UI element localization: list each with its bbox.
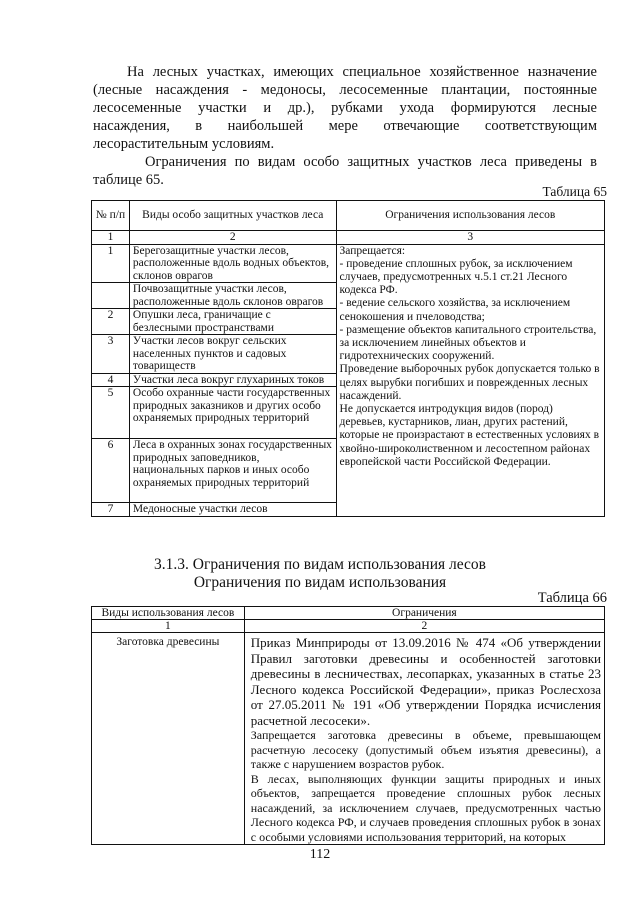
table-65 [91, 200, 605, 517]
t65-restriction: - размещение объектов капитального строительства, за исключением линейных объектов и гидротехнических сооружений. [339, 323, 597, 363]
t65-colnum: 1 [92, 231, 130, 245]
t65-row-num: 6 [92, 439, 130, 503]
t65-row-type: Леса в охранных зонах государственных природных заповедников, национальных парков и иных особо охраняемых природных территорий [129, 439, 336, 503]
t65-restriction: Не допускается интродукция видов (пород) деревьев, кустарников, лиан, других растений, которые не произрастают в естественных условиях в хвойно-широколиственном и лесостепном районах европейской части Российской Федерации. [339, 402, 600, 468]
t65-row-num: 4 [92, 373, 130, 387]
t66-colnum: 2 [244, 620, 604, 633]
t65-header-num: № п/п [92, 201, 130, 231]
t65-row-type: Берегозащитные участки лесов, расположенные вдоль водных объектов, склонов оврагов [129, 244, 336, 283]
t66-row-usage: Заготовка древесины [92, 633, 245, 845]
t65-header-type: Виды особо защитных участков леса [129, 201, 336, 231]
t65-restriction: Проведение выборочных рубок допускается только в целях вырубки погибших и поврежденных лесных насаждений. [339, 363, 600, 402]
intro-line-3: лесосеменные участки и др.), рубками ухода формируются лесные [93, 100, 597, 116]
t66-colnum: 1 [92, 620, 245, 633]
intro-line-6: Ограничения по видам особо защитных участков леса приведены в [145, 154, 597, 170]
t65-row-type: Участки леса вокруг глухариных токов [129, 373, 336, 387]
t65-row-num [92, 283, 130, 309]
t65-row-num: 7 [92, 503, 130, 517]
table-66 [91, 606, 605, 845]
t65-row-num: 3 [92, 335, 130, 374]
t65-row-type: Особо охранные части государственных природных заказников и других особо охраняемых природных территорий [129, 387, 336, 439]
intro-line-4: насаждения, в наибольшей мере отвечающие соответствующим [93, 118, 597, 134]
t65-colnum: 2 [129, 231, 336, 245]
t65-row-type: Почвозащитные участки лесов, расположенные вдоль склонов оврагов [129, 283, 336, 309]
intro-line-2: (лесные насаждения - медоносы, лесосеменные плантации, постоянные [93, 82, 597, 98]
t66-paragraph: Запрещается заготовка древесины в объеме, превышающем расчетную лесосеку (допустимый объем изъятия древесины), а также с нарушением возрастов рубок. [250, 728, 601, 771]
t65-header-restrictions: Ограничения использования лесов [336, 201, 604, 231]
t66-header-restrictions: Ограничения [244, 607, 604, 620]
t65-restriction: - ведение сельского хозяйства, за исключением сенокошения и пчеловодства; [339, 297, 571, 323]
t65-restriction: - проведение сплошных рубок, за исключением случаев, предусмотренных ч.5.1 ст.21 Лесного кодекса РФ. [339, 257, 573, 297]
table66-label: Таблица 66 [537, 590, 607, 606]
table65-label: Таблица 65 [542, 184, 607, 199]
t65-row-num: 1 [92, 244, 130, 283]
t66-paragraph: В лесах, выполняющих функции защиты природных и иных объектов, запрещается проведение сплошных рубок лесных насаждений, за исключением случаев, предусмотренных частью Лесного кодекса РФ, и случаев проведения сплошных рубок в зонах с особыми условиями использования территорий, на которых [250, 771, 601, 844]
section-heading: 3.1.3. Ограничения по видам использования лесов [154, 556, 486, 573]
t65-row-num: 2 [92, 309, 130, 335]
t66-paragraph: Приказ Минприроды от 13.09.2016 № 474 «Об утверждении Правил заготовки древесины и особенностей заготовки древесины в лесничествах, лесопарках, указанных в статье 23 Лесного кодекса Российской Федерации», приказ Рослесхоза от 27.05.2011 № 191 «Об утверждении Порядка исчисления расчетной лесосеки». [250, 635, 601, 728]
t66-row-restrictions [244, 633, 604, 845]
t65-row-type: Опушки леса, граничащие с безлесными пространствами [129, 309, 336, 335]
page-number: 112 [309, 847, 331, 862]
t65-restriction: Запрещается: [339, 244, 406, 257]
t65-row-type: Медоносные участки лесов [129, 503, 336, 517]
t65-row-num: 5 [92, 387, 130, 439]
t65-colnum: 3 [336, 231, 604, 245]
intro-line-7: таблице 65. [93, 172, 164, 188]
t65-restrictions-cell [336, 244, 604, 516]
section-subheading: Ограничения по видам использования [193, 574, 447, 591]
t66-header-usage: Виды использования лесов [92, 607, 245, 620]
t65-row-type: Участки лесов вокруг сельских населенных пунктов и садовых товариществ [129, 335, 336, 374]
intro-line-1: На лесных участках, имеющих специальное хозяйственное назначение [127, 64, 597, 80]
intro-line-5: лесорастительным условиям. [93, 136, 275, 152]
